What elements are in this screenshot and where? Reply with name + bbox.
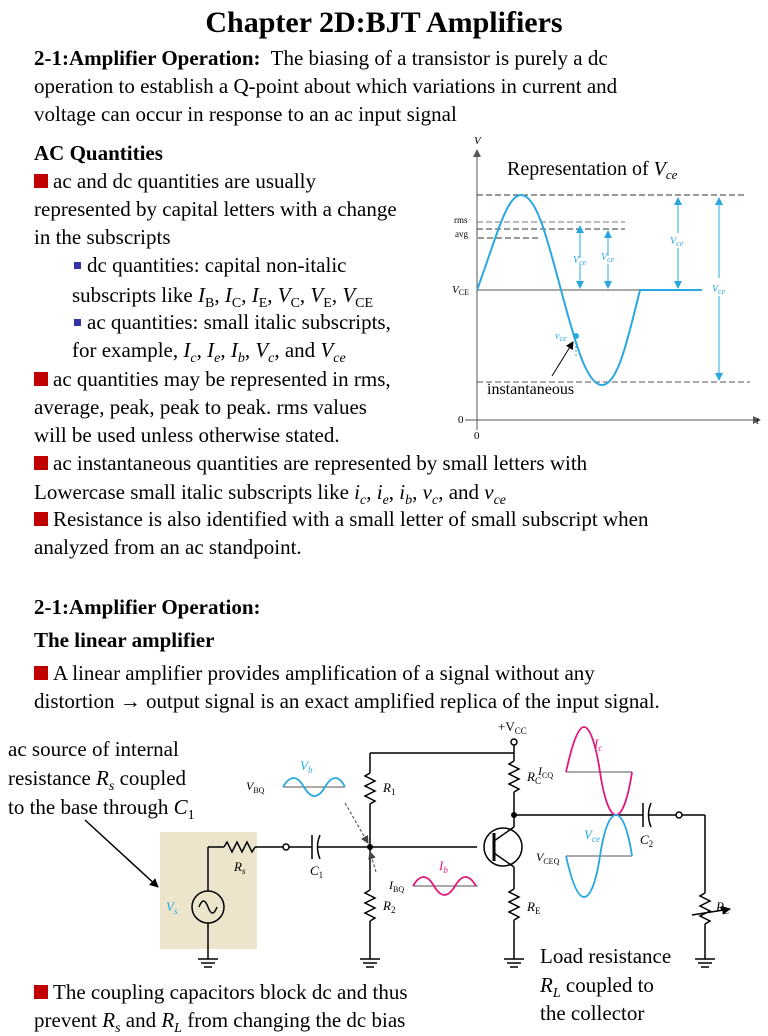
load-callout-3: the collector — [540, 1001, 645, 1025]
vce-graph — [440, 130, 768, 445]
rms-label: rms — [454, 215, 468, 225]
avg-vce-label: $V_{ce}$ — [601, 252, 615, 264]
amplifier-circuit — [0, 715, 768, 975]
section1-intro-2: operation to establish a Q-point about which variations in current and — [34, 74, 618, 98]
r1-resistor-icon — [365, 773, 375, 804]
bullet-square-icon — [34, 372, 48, 386]
ic-signal — [566, 727, 632, 815]
section1-line1 — [34, 44, 608, 72]
rc-resistor-icon — [509, 761, 519, 792]
vceq-label: $V_{CEQ}$ — [536, 850, 560, 866]
footer-line2: prevent $R_s$ and $R_L$ from changing the dc bias — [34, 1008, 406, 1036]
vce-dc-label: VCE — [452, 284, 469, 297]
vce-label: $V_{ce}$ — [584, 827, 600, 844]
ac-p1-line1: ac and dc quantities are usually — [34, 167, 316, 195]
rl-label: $R_L$ — [716, 899, 729, 916]
ib-label: $I_b$ — [439, 858, 448, 875]
bullet-square-icon — [34, 456, 48, 470]
zero-x-label: 0 — [474, 430, 480, 442]
transistor-icon — [484, 828, 522, 866]
sub-bullet-icon — [74, 262, 81, 269]
source-callout-1: ac source of internal — [8, 737, 179, 761]
sub-bullet-icon — [74, 319, 81, 326]
vcc-label: $+V_{CC}$ — [498, 719, 527, 736]
avg-label: avg — [455, 229, 468, 239]
load-callout-2: $R_L$ coupled to — [540, 973, 654, 1001]
ac-p1-line3: in the subscripts — [34, 225, 171, 249]
peak-vce-label: $V_{ce}$ — [670, 236, 684, 248]
vbq-label: $V_{BQ}$ — [246, 779, 265, 795]
dc-line1: dc quantities: capital non-italic — [74, 251, 347, 279]
c2-label: $C_2$ — [640, 832, 654, 849]
vb-label: $V_b$ — [300, 758, 313, 775]
source-callout-arrow — [85, 820, 158, 887]
r2-resistor-icon — [365, 890, 375, 921]
ac-sub-line1: ac quantities: small italic subscripts, — [74, 308, 391, 336]
rms-vce-label: $V_{ce}$ — [573, 255, 587, 267]
re-resistor-icon — [509, 889, 519, 920]
re-label: $R_E$ — [527, 899, 541, 916]
rc-label: $R_C$ — [527, 769, 541, 786]
base-node — [367, 844, 373, 850]
ac-p2-line3: will be used unless otherwise stated. — [34, 423, 340, 447]
instantaneous-point — [573, 333, 579, 339]
section2-p1-line2: distortion → output signal is an exact amplified replica of the input signal. — [34, 689, 660, 713]
dc-line2: subscripts like $I_B$, $I_C$, $I_E$, $V_C$, $V_E$, $V_{CE}$ — [72, 283, 374, 311]
section1-intro-1: The biasing of a transistor is purely a dc — [270, 46, 608, 70]
v-axis-label: V — [474, 135, 481, 147]
pp-vce-label: $V_{ce}$ — [712, 284, 726, 296]
bullet-square-icon — [34, 666, 48, 680]
load-callout-1: Load resistance — [540, 944, 672, 968]
zero-y-label: 0 — [458, 414, 464, 426]
source-callout-3: to the base through $C_1$ — [8, 795, 195, 823]
inst-vce-label: $v_{ce}$ — [555, 331, 567, 343]
collector-node — [511, 812, 517, 818]
footer-line1: The coupling capacitors block dc and thus — [34, 978, 408, 1006]
ac-p4-line2: analyzed from an ac standpoint. — [34, 535, 302, 559]
section1-intro-3: voltage can occur in response to an ac input signal — [34, 102, 457, 126]
bullet-square-icon — [34, 512, 48, 526]
vcc-terminal — [511, 739, 517, 745]
source-callout-2: resistance $R_s$ coupled — [8, 766, 187, 794]
section2-subheading: The linear amplifier — [34, 628, 215, 652]
rs-label: $R_s$ — [234, 859, 246, 876]
graph-title: Representation of $V_{ce}$ — [507, 158, 678, 182]
section2-p1-line1: A linear amplifier provides amplification of a signal without any — [34, 659, 595, 687]
section2-heading: 2-1:Amplifier Operation: — [34, 595, 261, 619]
ac-p2-line2: average, peak, peak to peak. rms values — [34, 395, 367, 419]
bullet-square-icon — [34, 985, 48, 999]
ac-p3-line1: ac instantaneous quantities are represented by small letters with — [34, 449, 587, 477]
r2-label: $R_2$ — [383, 898, 396, 915]
ac-p4-line1: Resistance is also identified with a small letter of small subscript when — [34, 505, 648, 533]
ac-sub-line2: for example, $I_c$, $I_e$, $I_b$, $V_c$, and $V_{ce}$ — [72, 338, 346, 366]
vs-label: $V_s$ — [166, 899, 178, 916]
ac-quantities-heading: AC Quantities — [34, 141, 163, 165]
r1-label: $R_1$ — [383, 780, 396, 797]
ic-label: $I_c$ — [594, 736, 603, 753]
c1-label: $C_1$ — [310, 863, 324, 880]
t-axis-label: t — [756, 415, 760, 427]
bullet-square-icon — [34, 174, 48, 188]
ac-p3-line2: Lowercase small italic subscripts like $i_c$, $i_e$, $i_b$, $v_c$, and $v_{ce}$ — [34, 480, 507, 508]
section1-heading: 2-1:Amplifier Operation: — [34, 46, 261, 70]
ibq-label: $I_{BQ}$ — [389, 878, 405, 894]
instantaneous-arrow — [552, 342, 573, 376]
page-title: Chapter 2D:BJT Amplifiers — [205, 6, 563, 39]
icq-label: $I_{CQ}$ — [538, 764, 554, 780]
ac-p2-line1: ac quantities may be represented in rms, — [34, 365, 391, 393]
ac-p1-line2: represented by capital letters with a change — [34, 197, 397, 221]
rl-resistor-icon — [700, 893, 710, 924]
instantaneous-label: instantaneous — [487, 381, 575, 398]
